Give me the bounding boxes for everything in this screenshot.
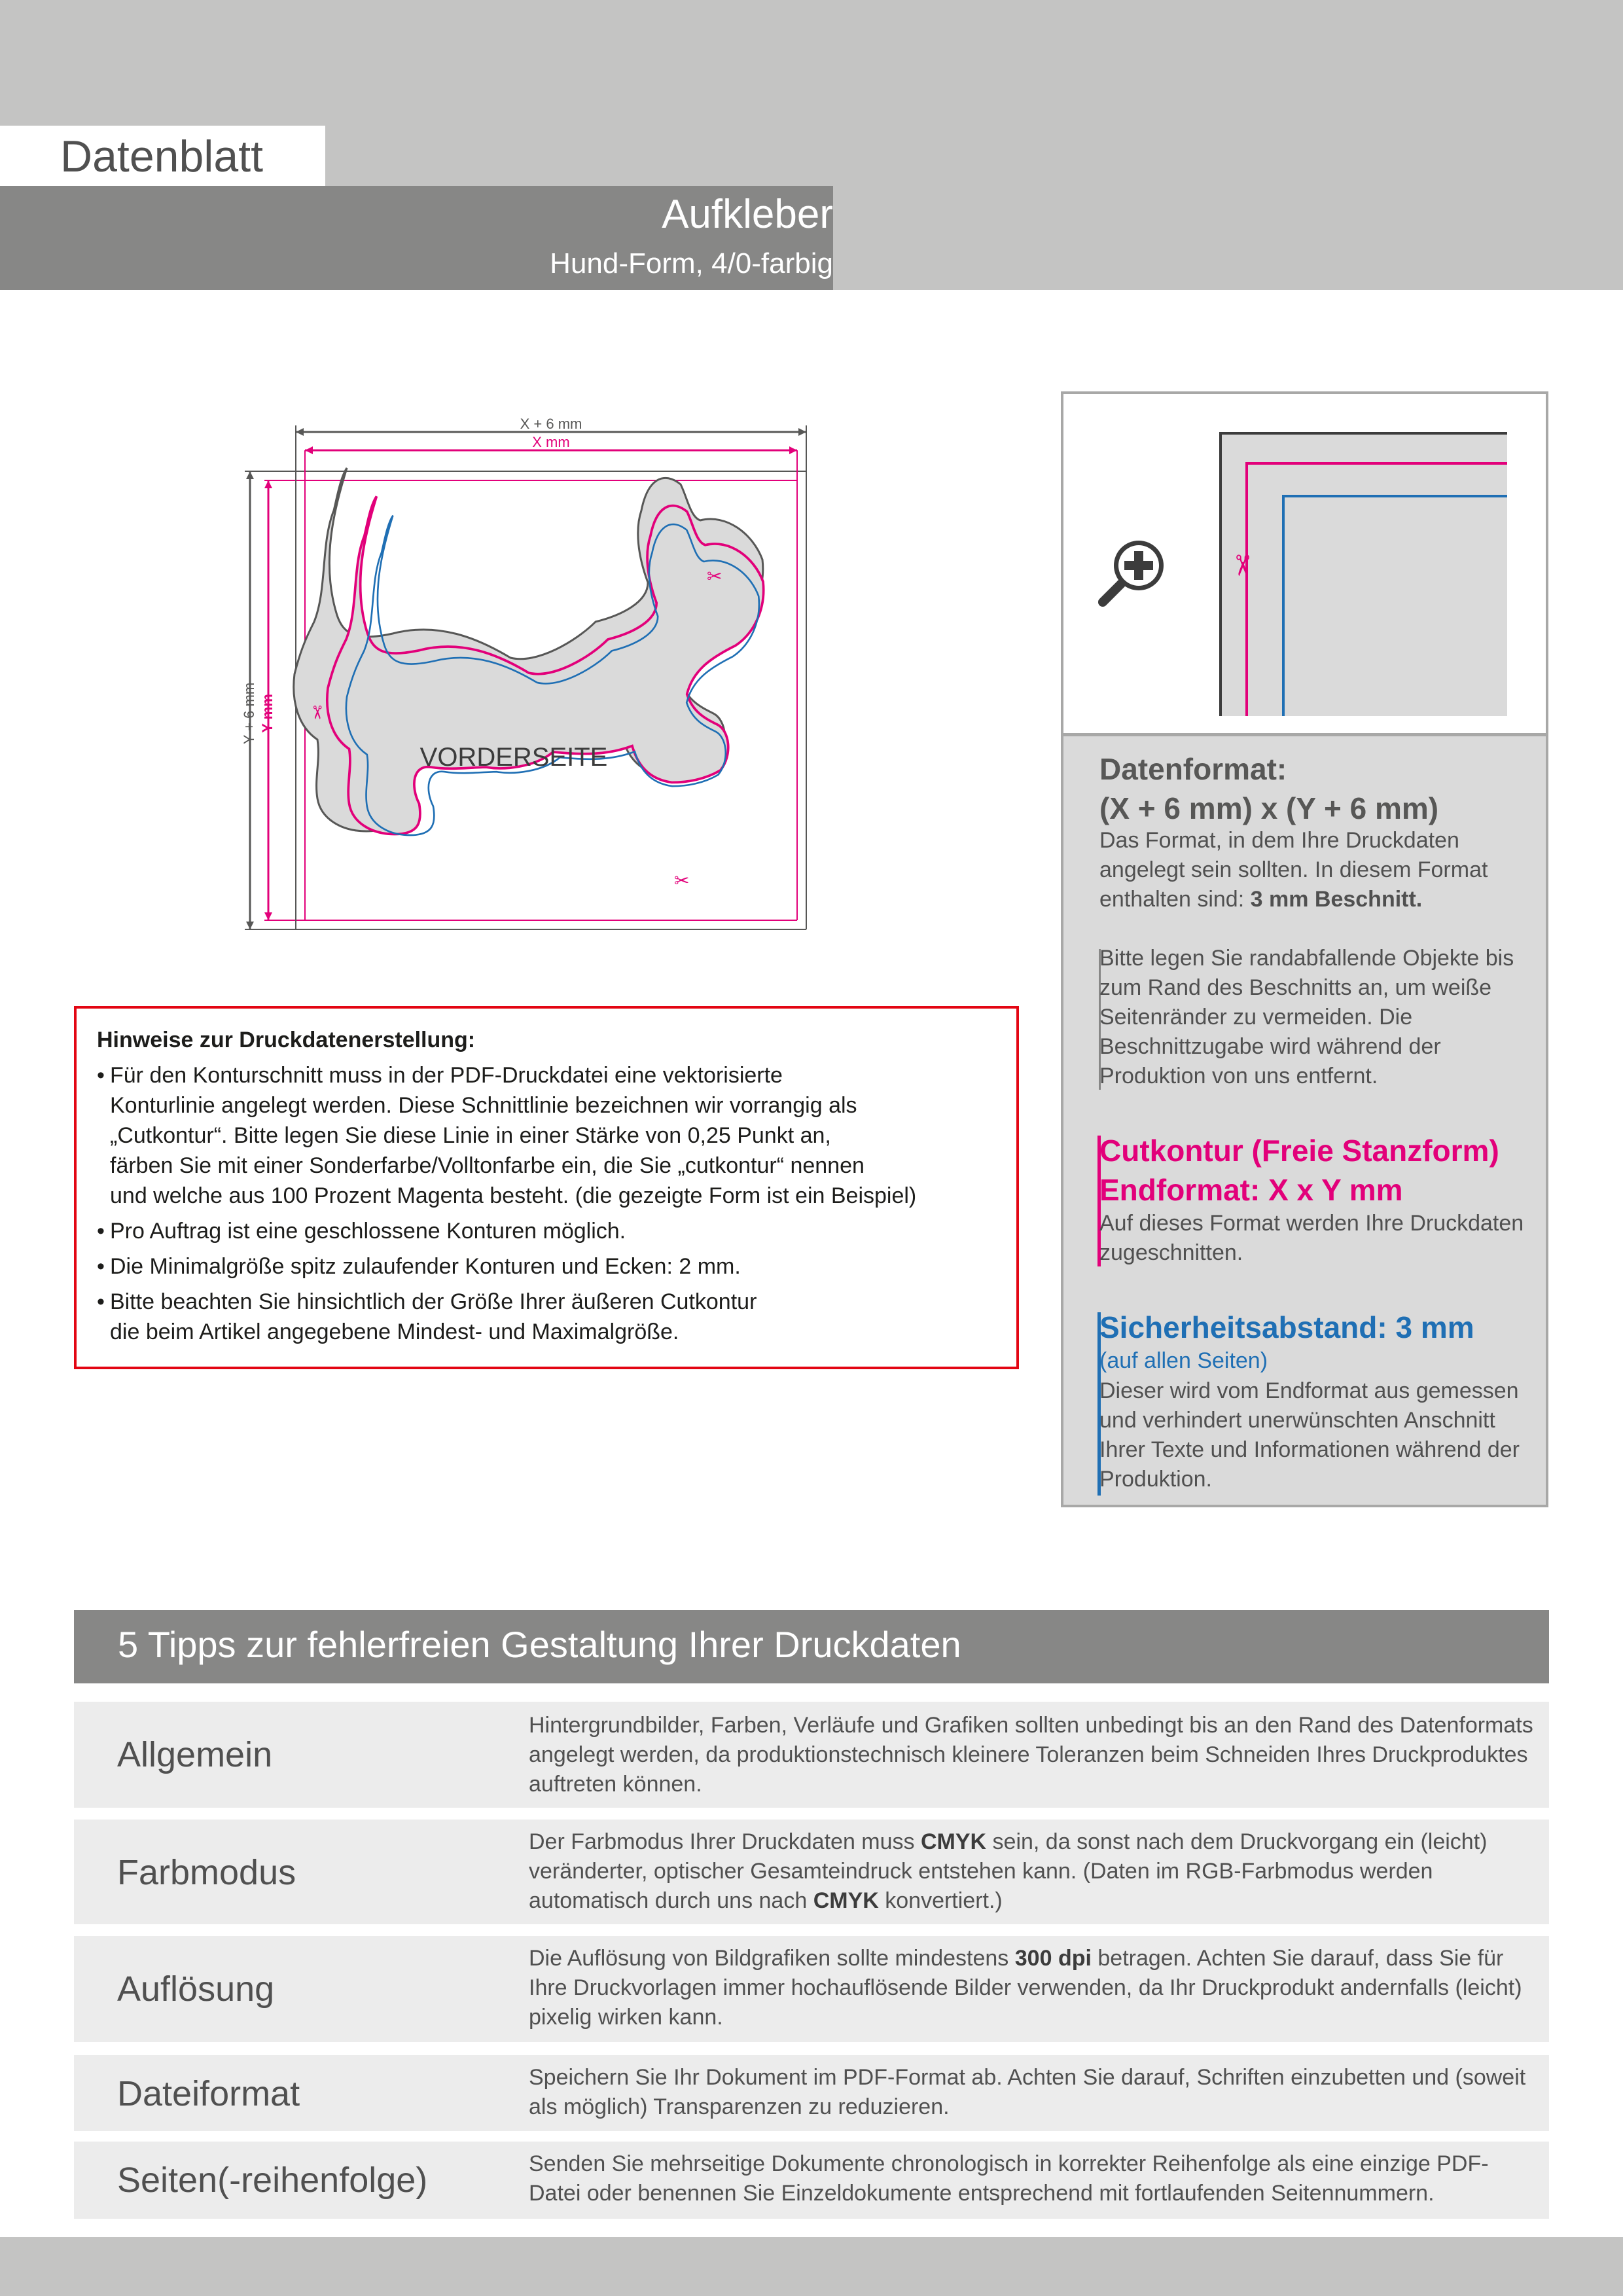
tip-text-part: Die Auflösung von Bildgrafiken sollte mindestens [529,1946,1015,1971]
tip-text-bold: CMYK [813,1888,879,1913]
page-subtitle: Hund-Form, 4/0-farbig [550,247,833,279]
datenformat-text [1099,826,1531,914]
height-inner-label: Y mm [259,694,276,733]
dog-sticker-diagram [236,412,825,936]
print-note-item: • Bitte beachten Sie hinsichtlich der Größe Ihrer äußeren Cutkontur die beim Artikel angegebene Mindest- und Maximalgröße. [97,1287,1007,1347]
cutkontur-text: Auf dieses Format werden Ihre Druckdaten zugeschnitten. [1099,1211,1524,1265]
tip-text-part: Der Farbmodus Ihrer Druckdaten muss [529,1829,921,1854]
bottom-band [0,2237,1623,2296]
tip-text: Hintergrundbilder, Farben, Verläufe und Grafiken sollten unbedingt bis an den Rand des Datenformats angelegt werden, da produktionstechnisch kleinere Toleranzen beim Schneiden Ihres Druckproduktes auftreten können. [529,1713,1533,1797]
tip-row-farbmodus [74,1820,1549,1924]
tip-text-bold: CMYK [920,1829,987,1854]
tip-row-aufloesung [74,1936,1549,2042]
zoom-in-icon [1103,541,1164,602]
tips-title: 5 Tipps zur fehlerfreien Gestaltung Ihrer Druckdaten [118,1624,961,1665]
sicherheitsabstand-title: Sicherheitsabstand: 3 mm [1099,1310,1474,1344]
scissor-icon: ✂ [707,566,722,586]
tip-row-allgemein [74,1702,1549,1808]
tip-text-part: sein, da sonst nach dem Druckvorgang ein (leicht) veränderter, optischer Gesamteindruck entstehen kann. (Daten im RGB-Farbmodus werden automatisch durch uns nach [529,1829,1488,1913]
print-note-item: • Pro Auftrag ist eine geschlossene Konturen möglich. [97,1216,1007,1246]
datenformat-bleed-text: Bitte legen Sie randabfallende Objekte bis zum Rand des Beschnitts an, um weiße Seitenränder zu vermeiden. Die Beschnittzugabe wird während der Produktion von uns entfernt. [1099,946,1514,1088]
width-outer-label: X + 6 mm [520,416,582,432]
tip-row-dateiformat [74,2055,1549,2131]
datenformat-text-bold: 3 mm Beschnitt. [1250,887,1423,912]
scissor-icon: ✂ [674,870,690,891]
tip-text-bold: 300 dpi [1014,1946,1092,1971]
bleed-detail-illustration [1063,394,1546,733]
doc-label: Datenblatt [60,132,263,181]
print-notes-list [97,1060,1007,1352]
tip-text [529,1944,1537,2032]
tip-text [529,1827,1537,1916]
cutkontur-title: Cutkontur (Freie Stanzform) Endformat: X x Y mm [1099,1134,1499,1207]
height-outer-label: Y + 6 mm [241,682,257,745]
scissor-icon: ✂ [1226,553,1258,578]
tip-label: Seiten(-reihenfolge) [117,2161,428,2200]
datenformat-title: Datenformat: (X + 6 mm) x (Y + 6 mm) [1099,752,1439,825]
tip-text: Speichern Sie Ihr Dokument im PDF-Format ab. Achten Sie darauf, Schriften einzubetten und (soweit als möglich) Transparenzen zu reduzieren. [529,2065,1526,2119]
page-title: Aufkleber [662,192,833,237]
tip-label: Auflösung [117,1969,275,2009]
tip-label: Allgemein [117,1735,273,1774]
print-note-item: • Die Minimalgröße spitz zulaufender Konturen und Ecken: 2 mm. [97,1251,1007,1282]
sicherheitsabstand-subtitle: (auf allen Seiten) [1099,1348,1268,1373]
tip-text: Senden Sie mehrseitige Dokumente chronologisch in korrekter Reihenfolge als eine einzige PDF-Datei oder benennen Sie Einzeldokumente entsprechend mit fortlaufenden Seitennummern. [529,2151,1489,2206]
scissor-icon: ✂ [307,705,327,721]
datenformat-text-part: Das Format, in dem Ihre Druckdaten angelegt sein sollten. In diesem Format enthalten sind: [1099,828,1488,912]
tip-text-part: betragen. Achten Sie darauf, dass Sie für Ihre Druckvorlagen immer hochauflösende Bilder verwenden, da Ihr Druckprodukt andernfalls (leicht) pixelig wirken kann. [529,1946,1522,2030]
sicherheitsabstand-text: Dieser wird vom Endformat aus gemessen und verhindert unerwünschten Anschnitt Ihrer Texte und Informationen während der Produktion. [1099,1378,1520,1492]
vorderseite-label: VORDERSEITE [419,743,608,772]
info-panel-divider [1063,733,1546,736]
tip-label: Dateiformat [117,2074,300,2113]
print-note-item: • Für den Konturschnitt muss in der PDF-Druckdatei eine vektorisierte Konturlinie angelegt werden. Diese Schnittlinie bezeichnen wir vorrangig als „Cutkontur“. Bitte legen Sie diese Linie in einer Stärke von 0,25 Punkt an, färben Sie mit einer Sonderfarbe/Volltonfarbe ein, die Sie „cutkontur“ nennen und welche aus 100 Prozent Magenta besteht. (die gezeigte Form ist ein Beispiel) [97,1060,1007,1211]
width-inner-label: X mm [532,434,570,450]
tip-label: Farbmodus [117,1853,296,1892]
tip-text-part: konvertiert.) [878,1888,1003,1913]
tip-row-seiten [74,2142,1549,2219]
print-notes-heading: Hinweise zur Druckdatenerstellung: [97,1028,476,1052]
